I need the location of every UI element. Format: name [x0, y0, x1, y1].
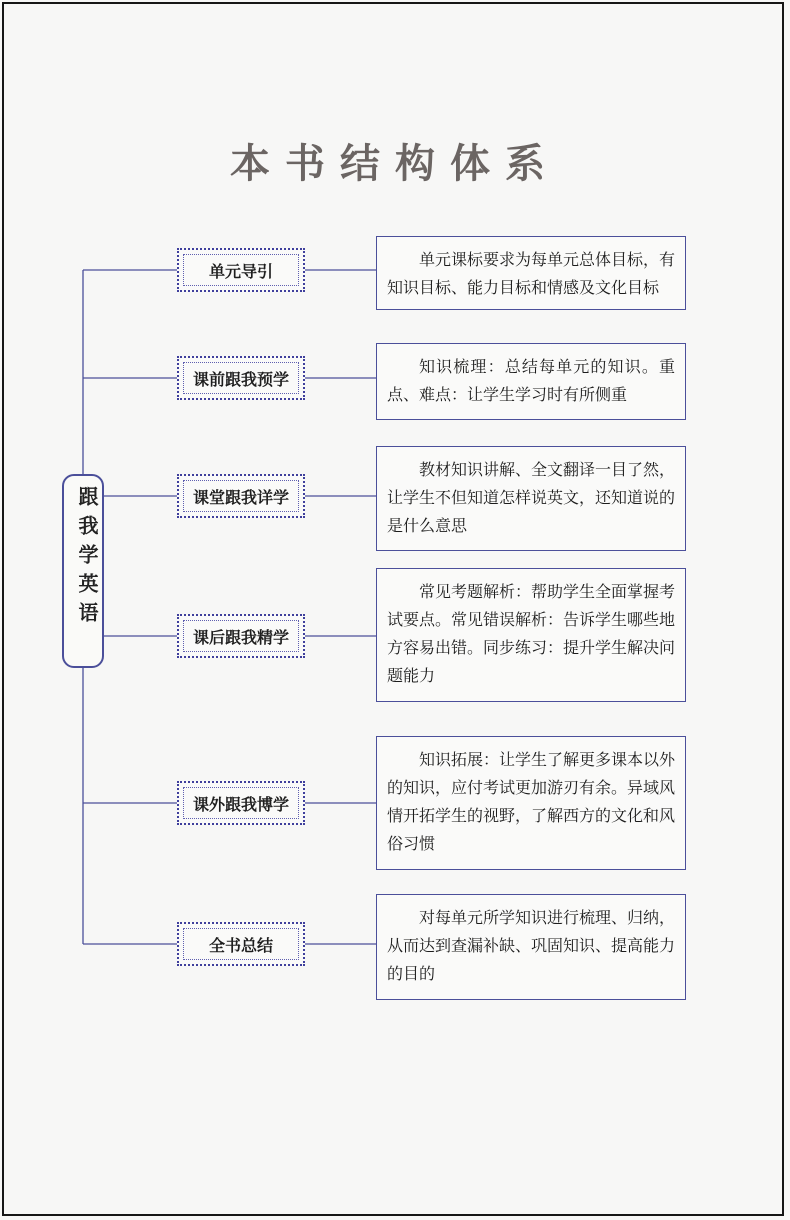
- branch-node-2: [177, 356, 305, 400]
- branch-desc-6: 对每单元所学知识进行梳理、归纳，从而达到查漏补缺、巩固知识、提高能力的目的: [376, 894, 686, 1000]
- root-node-label: 跟我学英语: [75, 486, 99, 631]
- branch-node-2-label: 课前跟我预学: [192, 369, 289, 389]
- branch-node-5: [177, 781, 305, 825]
- branch-node-3-label: 课堂跟我详学: [192, 487, 289, 507]
- branch-node-5-label: 课外跟我博学: [192, 794, 289, 814]
- branch-desc-5: 知识拓展：让学生了解更多课本以外的知识，应付考试更加游刃有余。异域风情开拓学生的视野，了解西方的文化和风俗习惯: [376, 736, 686, 870]
- page-title: 本书结构体系: [230, 141, 560, 187]
- branch-node-4-label: 课后跟我精学: [192, 627, 289, 647]
- branch-node-6: [177, 922, 305, 966]
- branch-desc-3: 教材知识讲解、全文翻译一目了然，让学生不但知道怎样说英文，还知道说的是什么意思: [376, 446, 686, 551]
- branch-node-6-label: 全书总结: [208, 935, 273, 955]
- branch-desc-1: 单元课标要求为每单元总体目标，有知识目标、能力目标和情感及文化目标: [376, 236, 686, 310]
- branch-desc-4: 常见考题解析：帮助学生全面掌握考试要点。常见错误解析：告诉学生哪些地方容易出错。同步练习：提升学生解决问题能力: [376, 568, 686, 702]
- branch-node-4: [177, 614, 305, 658]
- branch-node-1-label: 单元导引: [208, 261, 273, 281]
- root-node: [62, 474, 104, 668]
- branch-node-3: [177, 474, 305, 518]
- branch-node-1: [177, 248, 305, 292]
- branch-desc-2: 知识梳理：总结每单元的知识。重点、难点：让学生学习时有所侧重: [376, 343, 686, 420]
